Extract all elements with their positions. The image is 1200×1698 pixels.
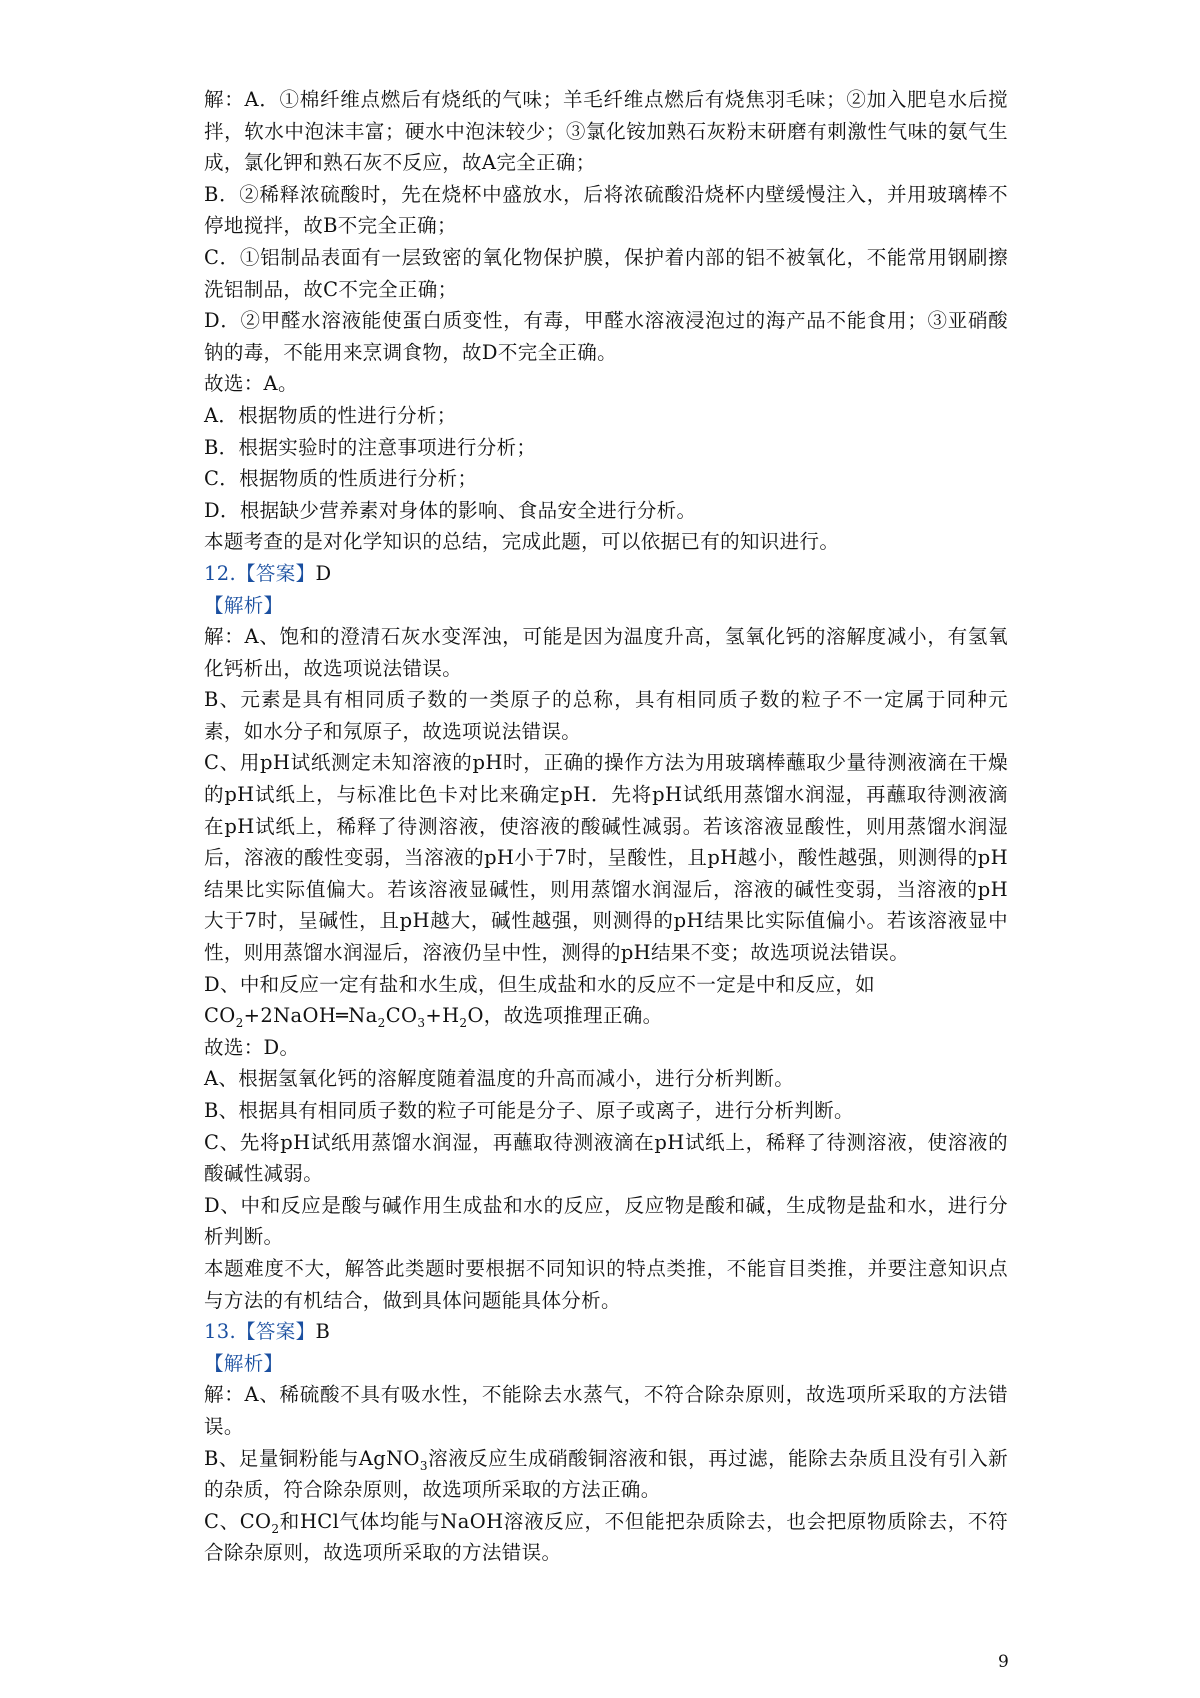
q12-equation: $CO_2+2NaOH═Na_2CO_3+H_2O$，故选项推理正确。 [204, 1004, 663, 1031]
q12-analysis-b: B、根据具有相同质子数的粒子可能是分子、原子或离子，进行分析判断。 [204, 1099, 854, 1122]
q12-answer-value: D [315, 561, 332, 585]
q13-answer-label: 13.【答案】 [204, 1320, 316, 1344]
page-number: 9 [998, 1652, 1009, 1672]
q11-summary: 本题考查的是对化学知识的总结，完成此题，可以依据已有的知识进行。 [204, 530, 840, 554]
q12-analysis-d: D、中和反应是酸与碱作用生成盐和水的反应，反应物是酸和碱，生成物是盐和水，进行分析判断。 [204, 1193, 1008, 1249]
q11-analysis-d: D．根据缺少营养素对身体的影响、食品安全进行分析。 [204, 498, 697, 522]
q13-solution-b: B、足量铜粉能与AgNO$_3$溶液反应生成硝酸铜溶液和银，再过滤，能除去杂质且没有引入新的杂质，符合除杂原则，故选项所采取的方法正确。 [204, 1446, 1008, 1502]
q12-solution-a: 解：A、饱和的澄清石灰水变浑浊，可能是因为温度升高，氢氧化钙的溶解度减小，有氢氧化钙析出，故选项说法错误。 [204, 625, 1008, 680]
q11-solution-a: 解：A．①棉纤维点燃后有烧纸的气味；羊毛纤维点燃后有烧焦羽毛味；②加入肥皂水后搅拌，软水中泡沫丰富；硬水中泡沫较少；③氯化铵加熟石灰粉末研磨有刺激性气味的氨气生成，氯化钾和熟石灰不反应，故A完全正确； [204, 88, 1008, 175]
q12-solution-b: B、元素是具有相同质子数的一类原子的总称，具有相同质子数的粒子不一定属于同种元素，如水分子和氖原子，故选项说法错误。 [204, 688, 1008, 743]
q12-answer-line [204, 558, 1008, 590]
q12-answer-label: 12.【答案】 [204, 561, 316, 585]
q12-solution-c: C、用pH试纸测定未知溶液的pH时，正确的操作方法为用玻璃棒蘸取少量待测液滴在干燥的pH试纸上，与标准比色卡对比来确定pH．先将pH试纸用蒸馏水润湿，再蘸取待测液滴在pH试纸上，稀释了待测溶液，使溶液的酸碱性减弱。若该溶液显酸性，则用蒸馏水润湿后，溶液的酸性变弱，当溶液的pH小于7时，呈酸性，且pH越小，酸性越强，则测得的pH结果比实际值偏大。若该溶液显碱性，则用蒸馏水润湿后，溶液的碱性变弱，当溶液的pH大于7时，呈碱性，且pH越大，碱性越强，则测得的pH结果比实际值偏小。若该溶液显中性，则用蒸馏水润湿后，溶液仍呈中性，测得的pH结果不变；故选项说法错误。 [204, 751, 1008, 965]
q12-analysis-c: C、先将pH试纸用蒸馏水润湿，再蘸取待测液滴在pH试纸上，稀释了待测溶液，使溶液的酸碱性减弱。 [204, 1130, 1008, 1186]
q11-analysis-c: C．根据物质的性质进行分析； [204, 467, 478, 491]
q13-solution-c: C、$CO_2$和HCl气体均能与NaOH溶液反应，不但能把杂质除去，也会把原物质除去，不符合除杂原则，故选项所采取的方法错误。 [204, 1509, 1008, 1565]
q11-solution-b: B．②稀释浓硫酸时，先在烧杯中盛放水，后将浓硫酸沿烧杯内壁缓慢注入，并用玻璃棒不停地搅拌，故B不完全正确； [204, 182, 1008, 238]
q11-analysis-b: B．根据实验时的注意事项进行分析； [204, 435, 537, 459]
q12-choice: 故选：D。 [204, 1035, 300, 1059]
q12-analysis-a: A、根据氢氧化钙的溶解度随着温度的升高而减小，进行分析判断。 [204, 1067, 795, 1091]
q13-answer-line [204, 1316, 1008, 1348]
q12-jiexi-heading: 【解析】 [204, 593, 284, 617]
q11-solution-c: C．①铝制品表面有一层致密的氧化物保护膜，保护着内部的铝不被氧化，不能常用钢刷擦洗铝制品，故C不完全正确； [204, 245, 1008, 301]
q13-jiexi-heading: 【解析】 [204, 1351, 284, 1375]
q12-solution-d: D、中和反应一定有盐和水生成，但生成盐和水的反应不一定是中和反应，如 [204, 972, 876, 996]
q11-solution-d: D．②甲醛水溶液能使蛋白质变性，有毒，甲醛水溶液浸泡过的海产品不能食用；③亚硝酸钠的毒，不能用来烹调食物，故D不完全正确。 [204, 309, 1008, 364]
q13-answer-value: B [315, 1320, 331, 1344]
q11-choice: 故选：A。 [204, 372, 298, 396]
q11-analysis-a: A．根据物质的性进行分析； [204, 403, 457, 427]
q13-solution-a: 解：A、稀硫酸不具有吸水性，不能除去水蒸气，不符合除杂原则，故选项所采取的方法错误。 [204, 1383, 1008, 1438]
q12-summary: 本题难度不大，解答此类题时要根据不同知识的特点类推，不能盲目类推，并要注意知识点与方法的有机结合，做到具体问题能具体分析。 [204, 1256, 1008, 1312]
document-body [204, 84, 1008, 1569]
